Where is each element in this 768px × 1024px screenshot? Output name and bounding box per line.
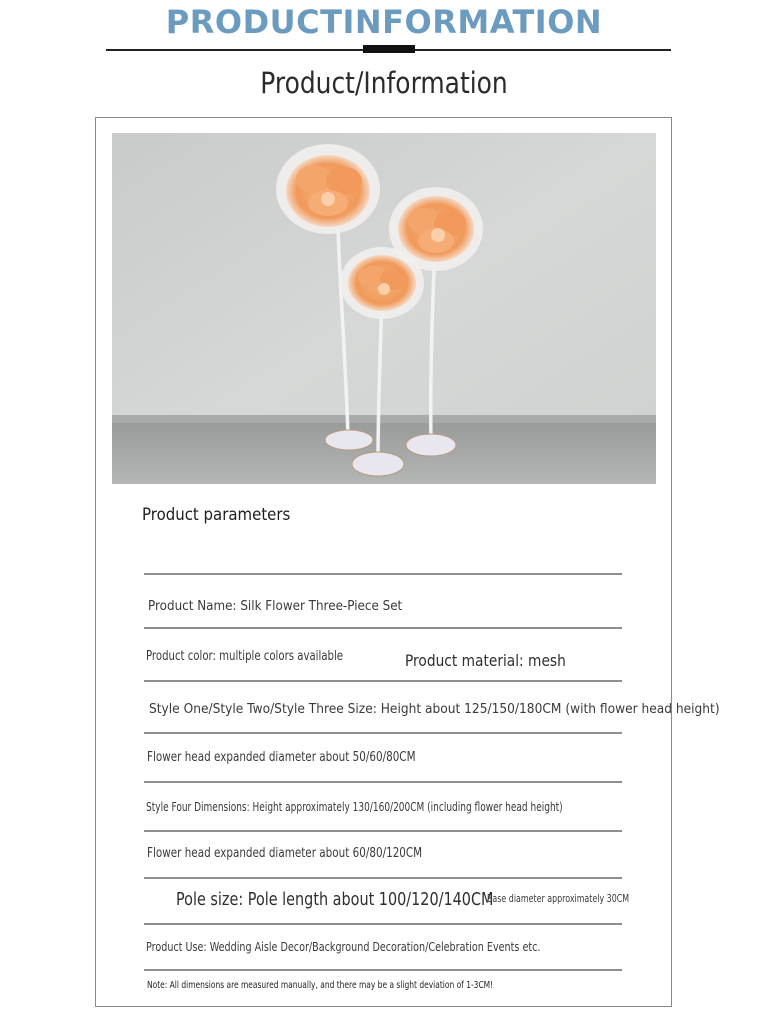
dimension-note: Note: All dimensions are measured manually, and there may be a slight deviation of 1-3CM! bbox=[147, 980, 494, 991]
table-divider bbox=[144, 573, 622, 575]
table-divider bbox=[144, 781, 622, 783]
table-divider bbox=[144, 830, 622, 832]
flower-large bbox=[276, 144, 380, 234]
size-style-4: Style Four Dimensions: Height approximately 130/160/200CM (including flower head height) bbox=[146, 800, 563, 814]
page-subtitle: Product/Information bbox=[260, 66, 508, 100]
flower-small bbox=[340, 247, 424, 319]
header-divider-accent bbox=[363, 45, 415, 53]
parameters-title: Product parameters bbox=[142, 505, 291, 525]
head-diameter-4: Flower head expanded diameter about 60/80/120CM bbox=[147, 846, 423, 861]
table-divider bbox=[144, 627, 622, 629]
product-material: Product material: mesh bbox=[405, 651, 566, 670]
base-diameter: Base diameter approximately 30CM bbox=[487, 892, 630, 905]
product-photo bbox=[112, 133, 656, 484]
table-divider bbox=[144, 969, 622, 971]
product-name: Product Name: Silk Flower Three-Piece Set bbox=[148, 599, 403, 614]
brand-title: PRODUCTINFORMATION bbox=[165, 3, 603, 41]
product-color: Product color: multiple colors available bbox=[146, 649, 344, 664]
pole-size: Pole size: Pole length about 100/120/140CM bbox=[176, 889, 494, 910]
product-use: Product Use: Wedding Aisle Decor/Background Decoration/Celebration Events etc. bbox=[146, 940, 541, 954]
table-divider bbox=[144, 680, 622, 682]
head-diameter-1-3: Flower head expanded diameter about 50/60/80CM bbox=[147, 750, 416, 765]
table-divider bbox=[144, 732, 622, 734]
table-divider bbox=[144, 923, 622, 925]
size-styles-1-3: Style One/Style Two/Style Three Size: Height about 125/150/180CM (with flower head height) bbox=[149, 702, 720, 717]
table-divider bbox=[144, 877, 622, 879]
